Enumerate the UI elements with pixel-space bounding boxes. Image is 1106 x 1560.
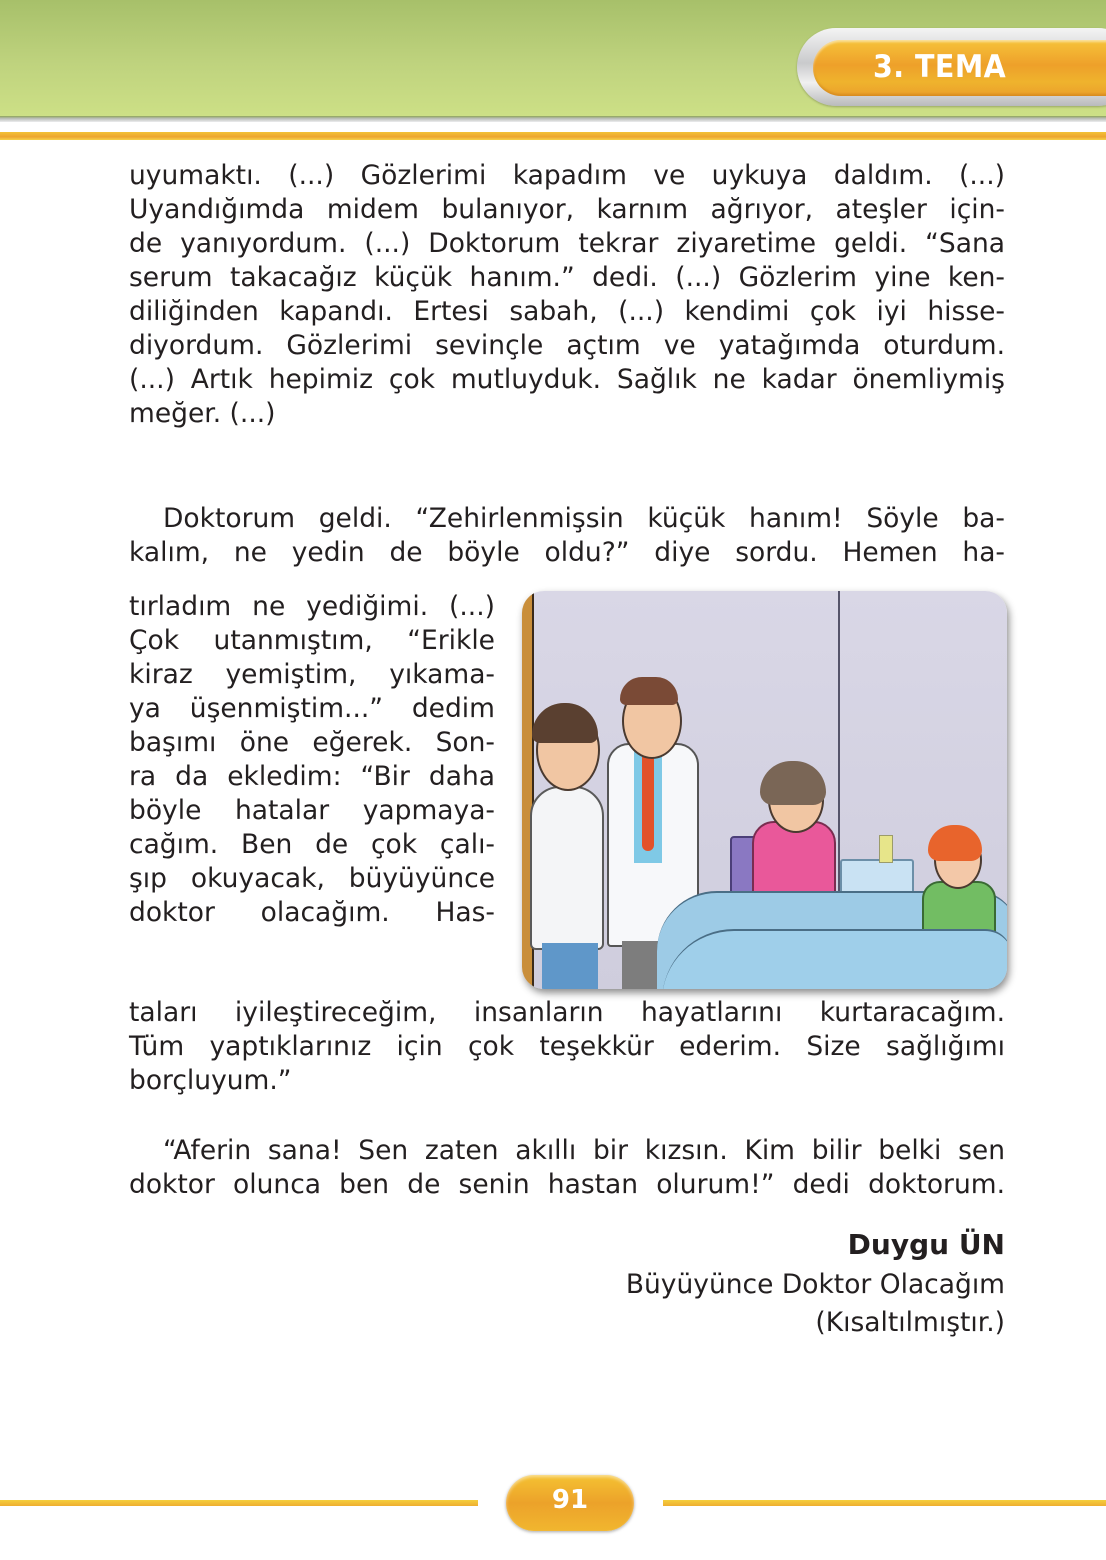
header-shadow <box>0 116 1106 122</box>
glass <box>879 835 893 863</box>
nurse-figure <box>530 786 604 950</box>
text-line: borçluyum.” <box>129 1065 292 1096</box>
text-line: ya üşenmiştim...” dedim <box>129 693 495 724</box>
text-line: şıp okuyacak, büyüyünce <box>129 863 495 894</box>
paragraph-2-wrapped <box>129 590 495 930</box>
footer-line-right <box>663 1500 1106 1506</box>
author-name: Duygu ÜN <box>847 1228 1005 1261</box>
girl-hair <box>928 825 982 861</box>
nurse-legs <box>542 943 598 989</box>
mother-hair <box>760 761 826 805</box>
blanket <box>662 929 1007 989</box>
text-line: doktor olacağım. Has- <box>129 897 495 928</box>
hospital-illustration <box>522 591 1007 989</box>
text-line: taları iyileştireceğim, insanların hayatlarını kurtaracağım. <box>129 997 1005 1028</box>
nurse-hair <box>532 703 598 743</box>
text-line: (...) Artık hepimiz çok mutluyduk. Sağlık ne kadar önemliymiş <box>129 364 1005 395</box>
text-line: diliğinden kapandı. Ertesi sabah, (...) kendimi çok iyi hisse- <box>129 296 1005 327</box>
abridged-note: (Kısaltılmıştır.) <box>815 1307 1005 1338</box>
text-line: serum takacağız küçük hanım.” dedi. (...) Gözlerim yine ken- <box>129 262 1005 293</box>
text-line: Doktorum geldi. “Zehirlenmişsin küçük hanım! Söyle ba- <box>163 503 1005 534</box>
book-title: Büyüyünce Doktor Olacağım <box>625 1269 1005 1300</box>
doctor-tie <box>642 751 654 851</box>
text-line: Çok utanmıştım, “Erikle <box>129 625 495 656</box>
text-line: kiraz yemiştim, yıkama- <box>129 659 495 690</box>
paragraph-2 <box>129 502 1005 570</box>
text-line: Tüm yaptıklarınız için çok teşekkür ederim. Size sağlığımı <box>129 1031 1005 1062</box>
text-line: başımı öne eğerek. Son- <box>129 727 495 758</box>
text-line: “Aferin sana! Sen zaten akıllı bir kızsın. Kim bilir belki sen <box>163 1135 1005 1166</box>
header-divider <box>0 132 1106 140</box>
text-line: Uyandığımda midem bulanıyor, karnım ağrıyor, ateşler için- <box>129 194 1005 225</box>
text-line: böyle hatalar yapmaya- <box>129 795 495 826</box>
paragraph-1 <box>129 159 1005 431</box>
text-line: uyumaktı. (...) Gözlerimi kapadım ve uykuya daldım. (...) <box>129 160 1005 191</box>
theme-label: 3. TEMA <box>873 49 1007 85</box>
footer-line-left <box>0 1500 478 1506</box>
text-line: cağım. Ben de çok çalı- <box>129 829 495 860</box>
page-number: 91 <box>551 1485 589 1515</box>
text-line: de yanıyordum. (...) Doktorum tekrar ziyaretime geldi. “Sana <box>129 228 1005 259</box>
paragraph-2-continued <box>129 996 1005 1098</box>
text-line: doktor olunca ben de senin hastan olurum!” dedi doktorum. <box>129 1169 1005 1200</box>
text-line: diyordum. Gözlerimi sevinçle açtım ve yatağımda oturdum. <box>129 330 1005 361</box>
doctor-hair <box>620 677 678 705</box>
text-line: kalım, ne yedin de böyle oldu?” diye sordu. Hemen ha- <box>129 537 1005 568</box>
text-line: tırladım ne yediğimi. (...) <box>129 591 495 622</box>
text-line: meğer. (...) <box>129 398 276 429</box>
text-line: ra da ekledim: “Bir daha <box>129 761 495 792</box>
paragraph-3 <box>129 1134 1005 1202</box>
